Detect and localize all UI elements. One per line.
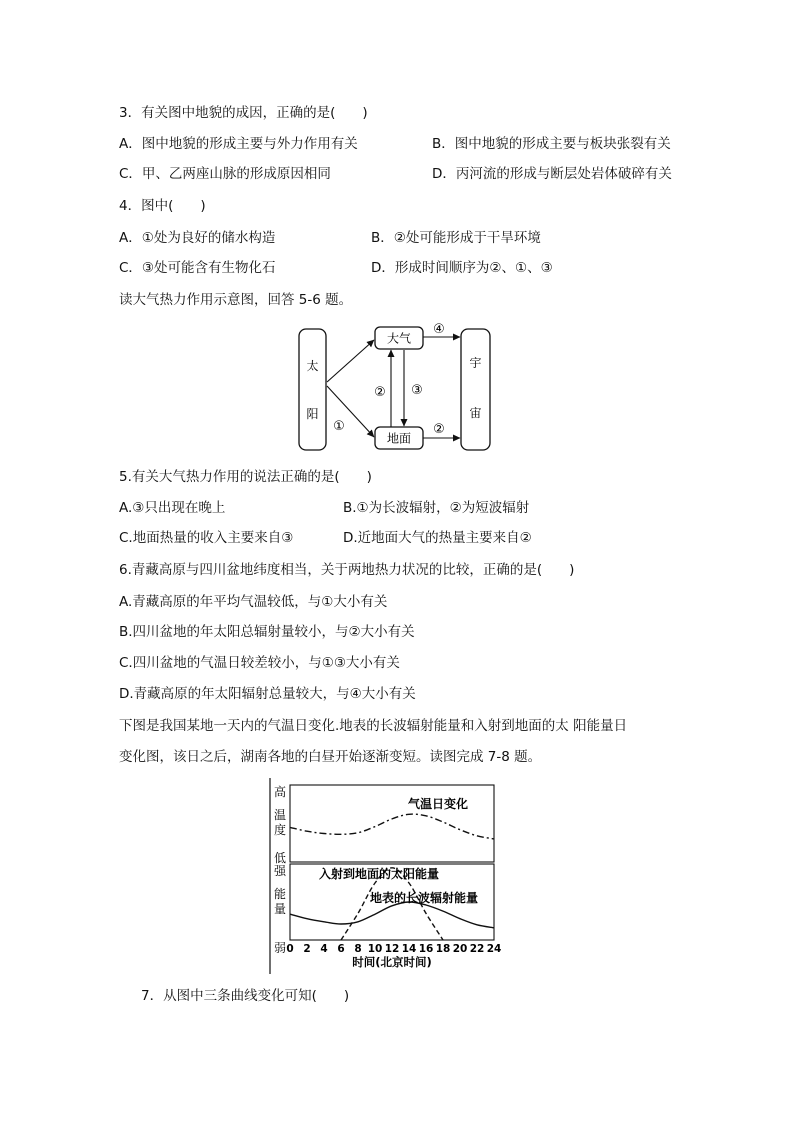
label-2-ground: ② (433, 422, 445, 437)
question-3-option-d: D．丙河流的形成与断层处岩体破碎有关 (432, 166, 672, 182)
question-6-stem: 6.青藏高原与四川盆地纬度相当，关于两地热力状况的比较，正确的是( ) (119, 562, 575, 578)
question-4-option-b: B．②处可能形成于干旱环境 (371, 230, 541, 246)
daily-variation-chart (266, 778, 502, 974)
panel-2-ylabel-char: 量 (273, 902, 287, 916)
question-4-option-d: D．形成时间顺序为②、①、③ (371, 260, 553, 276)
space-box (461, 329, 490, 450)
x-tick-label: 8 (354, 943, 362, 955)
question-6-option-c: C.四川盆地的气温日较差较小，与①③大小有关 (119, 655, 400, 671)
x-tick-label: 24 (486, 943, 502, 955)
series-line-1-1 (290, 814, 494, 839)
question-5-option-d: D.近地面大气的热量主要来自② (343, 530, 532, 546)
sun-box (299, 329, 326, 450)
question-6-option-a: A.青藏高原的年平均气温较低，与①大小有关 (119, 594, 388, 610)
x-tick-label: 4 (320, 943, 328, 955)
x-tick-label: 10 (367, 943, 383, 955)
panel-1-ylabel-char: 温 (273, 808, 287, 822)
panel-1-ylabel-top: 高 (273, 785, 287, 799)
x-tick-label: 6 (337, 943, 345, 955)
label-3: ③ (411, 383, 423, 398)
x-tick-label: 22 (469, 943, 485, 955)
x-tick-label: 2 (303, 943, 311, 955)
question-4-option-a: A．①处为良好的储水构造 (119, 230, 276, 246)
atmosphere-heat-diagram (296, 320, 496, 454)
question-6-option-b: B.四川盆地的年太阳总辐射量较小，与②大小有关 (119, 624, 415, 640)
question-3-option-a: A．图中地貌的形成主要与外力作用有关 (119, 136, 358, 152)
space-label-2: 宙 (469, 406, 482, 420)
atmosphere-label: 大气 (386, 331, 412, 346)
x-axis-label: 时间(北京时间) (352, 955, 432, 969)
x-tick-label: 20 (452, 943, 468, 955)
question-5-option-b: B.①为长波辐射，②为短波辐射 (343, 500, 530, 516)
panel-2-ylabel-bottom: 弱 (273, 941, 287, 955)
label-4: ④ (433, 322, 445, 337)
sun-label-2: 阳 (306, 407, 319, 421)
series-label-longwave: 地表的长波辐射能量 (370, 891, 479, 905)
question-5-stem: 5.有关大气热力作用的说法正确的是( ) (119, 469, 372, 485)
question-7-stem: 7．从图中三条曲线变化可知( ) (141, 988, 350, 1004)
x-tick-label: 14 (401, 943, 417, 955)
panel-2-ylabel-top: 强 (273, 864, 287, 878)
panel-2-ylabel-char: 能 (273, 887, 287, 901)
intro-7-8-line-1: 下图是我国某地一天内的气温日变化.地表的长波辐射能量和入射到地面的太 阳能量日 (119, 718, 628, 734)
series-label-solar: 入射到地面的太阳能量 (319, 867, 440, 881)
series-line-2-2 (290, 902, 494, 928)
x-tick-label: 0 (286, 943, 294, 955)
ground-label: 地面 (386, 431, 412, 446)
space-label-1: 宇 (469, 356, 482, 370)
sun-label-1: 太 (306, 359, 319, 373)
question-3-option-c: C．甲、乙两座山脉的形成原因相同 (119, 166, 331, 182)
arrow-sun-to-atmosphere (327, 340, 374, 382)
x-tick-label: 12 (384, 943, 400, 955)
question-4-stem: 4．图中( ) (119, 198, 206, 214)
x-tick-label: 16 (418, 943, 434, 955)
intro-5-6: 读大气热力作用示意图，回答 5-6 题。 (119, 292, 353, 308)
x-tick-label: 18 (435, 943, 451, 955)
question-5-option-c: C.地面热量的收入主要来自③ (119, 530, 294, 546)
question-4-option-c: C．③处可能含有生物化石 (119, 260, 276, 276)
question-3-option-b: B．图中地貌的形成主要与板块张裂有关 (432, 136, 671, 152)
label-1: ① (333, 419, 345, 434)
question-6-option-d: D.青藏高原的年太阳辐射总量较大，与④大小有关 (119, 686, 416, 702)
question-5-option-a: A.③只出现在晚上 (119, 500, 226, 516)
panel-1-ylabel-char: 度 (273, 823, 287, 837)
series-label-temperature: 气温日变化 (408, 797, 469, 811)
question-3-stem: 3．有关图中地貌的成因，正确的是( ) (119, 105, 368, 121)
panel-1-ylabel-bottom: 低 (273, 851, 287, 865)
label-2-vertical: ② (374, 385, 386, 400)
intro-7-8-line-2: 变化图，该日之后，湖南各地的白昼开始逐渐变短。读图完成 7-8 题。 (119, 749, 542, 765)
